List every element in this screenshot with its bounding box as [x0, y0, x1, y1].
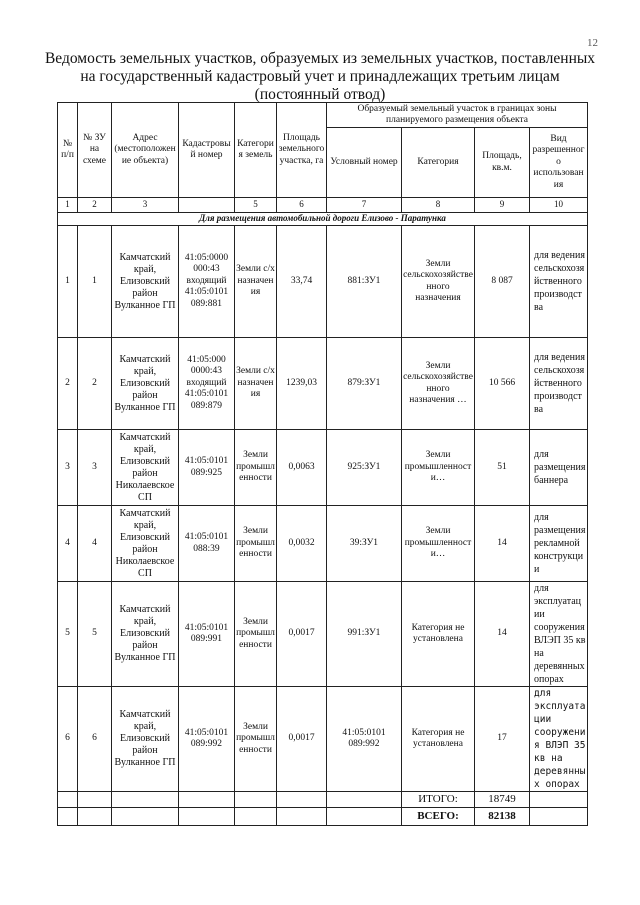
cell-cond-num: 41:05:0101 089:992: [327, 687, 402, 792]
cell-cadastral: 41:05:0101 089:992: [179, 687, 235, 792]
index-cell: [179, 198, 235, 213]
empty-cell: [327, 808, 402, 826]
totals-row-vsego: [58, 808, 588, 826]
header-use: Вид разрешенного использования: [530, 128, 588, 198]
cell-area: 0,0032: [277, 506, 327, 582]
empty-cell: [327, 792, 402, 808]
table-row: [58, 430, 588, 506]
cell-new-area: 51: [475, 430, 530, 506]
cell-cadastral: 41:05:0101 089:991: [179, 582, 235, 687]
cell-cadastral: 41:05:0101 089:925: [179, 430, 235, 506]
cell-category: Земли промышленности: [235, 506, 277, 582]
cell-new-category: Земли сельскохозяйственного назначения …: [402, 338, 475, 430]
cell-num: 1: [58, 226, 78, 338]
cell-zu: 3: [78, 430, 112, 506]
header-cond-num: Условный номер: [327, 128, 402, 198]
index-cell: 5: [235, 198, 277, 213]
cell-area: 0,0017: [277, 687, 327, 792]
totals-row-itogo: [58, 792, 588, 808]
empty-cell: [58, 808, 78, 826]
empty-cell: [235, 808, 277, 826]
header-num: № п/п: [58, 103, 78, 198]
header-zu: № ЗУ на схеме: [78, 103, 112, 198]
header-new-area: Площадь, кв.м.: [475, 128, 530, 198]
cell-category: Земли промышленности: [235, 582, 277, 687]
cell-num: 5: [58, 582, 78, 687]
empty-cell: [235, 792, 277, 808]
cell-cond-num: 925:ЗУ1: [327, 430, 402, 506]
title-line-1: Ведомость земельных участков, образуемых из земельных участков, поставленных: [44, 50, 596, 67]
header-category: Категория земель: [235, 103, 277, 198]
index-cell: 1: [58, 198, 78, 213]
cell-address: Камчатский край, Елизовский район Вулканное ГП: [112, 582, 179, 687]
cell-use: для ведения сельскохозяйственного производства: [530, 226, 588, 338]
cell-new-category: Земли промышленности…: [402, 430, 475, 506]
header-row: [58, 103, 588, 128]
cell-new-category: Категория не установлена: [402, 582, 475, 687]
cell-address: Камчатский край, Елизовский район Вулканное ГП: [112, 687, 179, 792]
cell-num: 2: [58, 338, 78, 430]
vsego-label: ВСЕГО:: [402, 808, 475, 826]
cell-use: для эксплуатации сооружения ВЛЭП 35 кв на деревянных опорах: [530, 582, 588, 687]
cell-category: Земли промышленности: [235, 687, 277, 792]
cell-zu: 4: [78, 506, 112, 582]
index-cell: 2: [78, 198, 112, 213]
empty-cell: [530, 792, 588, 808]
header-address: Адрес (местоположение объекта): [112, 103, 179, 198]
cell-use: для ведения сельскохозяйственного производства: [530, 338, 588, 430]
cell-cond-num: 881:ЗУ1: [327, 226, 402, 338]
cell-new-area: 8 087: [475, 226, 530, 338]
cell-new-category: Земли промышленности…: [402, 506, 475, 582]
cell-num: 3: [58, 430, 78, 506]
empty-cell: [58, 792, 78, 808]
cell-new-category: Земли сельскохозяйственного назначения: [402, 226, 475, 338]
index-cell: 3: [112, 198, 179, 213]
title-line-3: (постоянный отвод): [254, 86, 386, 103]
index-cell: 6: [277, 198, 327, 213]
cell-cadastral: 41:05:0000 000:43 входящий 41:05:0101 089:881: [179, 226, 235, 338]
cell-num: 4: [58, 506, 78, 582]
cell-use: для размещения баннера: [530, 430, 588, 506]
empty-cell: [78, 792, 112, 808]
table-row: [58, 338, 588, 430]
cell-area: 0,0017: [277, 582, 327, 687]
index-cell: 7: [327, 198, 402, 213]
section-title: Для размещения автомобильной дороги Елизово - Паратунка: [58, 213, 588, 226]
index-cell: 8: [402, 198, 475, 213]
cell-category: Земли с/х назначения: [235, 226, 277, 338]
table-row: [58, 226, 588, 338]
cell-area: 33,74: [277, 226, 327, 338]
empty-cell: [78, 808, 112, 826]
cell-use: для размещения рекламной конструкции: [530, 506, 588, 582]
header-cadastral: Кадастровый номер: [179, 103, 235, 198]
cell-new-area: 14: [475, 582, 530, 687]
cell-cond-num: 991:ЗУ1: [327, 582, 402, 687]
document-title: [40, 50, 600, 104]
cell-new-area: 10 566: [475, 338, 530, 430]
cell-new-area: 14: [475, 506, 530, 582]
index-row: [58, 198, 588, 213]
cell-area: 0,0063: [277, 430, 327, 506]
cell-new-area: 17: [475, 687, 530, 792]
empty-cell: [112, 792, 179, 808]
cell-cadastral: 41:05:0101 088:39: [179, 506, 235, 582]
vsego-value: 82138: [475, 808, 530, 826]
itogo-label: ИТОГО:: [402, 792, 475, 808]
index-cell: 10: [530, 198, 588, 213]
empty-cell: [179, 792, 235, 808]
empty-cell: [179, 808, 235, 826]
cell-zu: 2: [78, 338, 112, 430]
cell-use: для эксплуатации сооружения ВЛЭП 35 кв на деревянных опорах: [530, 687, 588, 792]
cell-address: Камчатский край, Елизовский район Николаевское СП: [112, 430, 179, 506]
cell-address: Камчатский край, Елизовский район Николаевское СП: [112, 506, 179, 582]
index-cell: 9: [475, 198, 530, 213]
empty-cell: [277, 792, 327, 808]
table-row: [58, 582, 588, 687]
cell-area: 1239,03: [277, 338, 327, 430]
header-group: Образуемый земельный участок в границах зоны планируемого размещения объекта: [327, 103, 588, 128]
empty-cell: [112, 808, 179, 826]
cell-num: 6: [58, 687, 78, 792]
itogo-value: 18749: [475, 792, 530, 808]
cell-new-category: Категория не установлена: [402, 687, 475, 792]
cell-cond-num: 39:ЗУ1: [327, 506, 402, 582]
cell-cadastral: 41:05:000 0000:43 входящий 41:05:0101 089:879: [179, 338, 235, 430]
cell-category: Земли промышленности: [235, 430, 277, 506]
cell-zu: 1: [78, 226, 112, 338]
cell-zu: 6: [78, 687, 112, 792]
cell-category: Земли с/х назначения: [235, 338, 277, 430]
empty-cell: [530, 808, 588, 826]
cell-zu: 5: [78, 582, 112, 687]
table-row: [58, 687, 588, 792]
section-row: [58, 213, 588, 226]
empty-cell: [277, 808, 327, 826]
header-area: Площадь земельного участка, га: [277, 103, 327, 198]
cell-address: Камчатский край, Елизовский район Вулканное ГП: [112, 226, 179, 338]
cell-address: Камчатский край, Елизовский район Вулканное ГП: [112, 338, 179, 430]
table-row: [58, 506, 588, 582]
land-plots-table: [57, 102, 588, 826]
cell-cond-num: 879:ЗУ1: [327, 338, 402, 430]
header-new-category: Категория: [402, 128, 475, 198]
title-line-2: на государственный кадастровый учет и принадлежащих третьим лицам: [80, 68, 560, 85]
page-number: 12: [587, 37, 598, 49]
